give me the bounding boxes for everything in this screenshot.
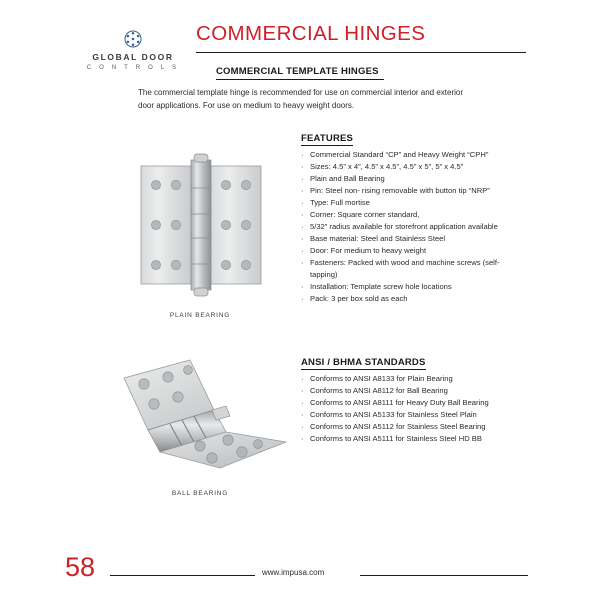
feature-item-label: Commercial Standard “CP” and Heavy Weight “CPH” [310,150,489,159]
feature-item [301,197,515,209]
bullet-dash-icon: · [301,374,304,383]
feature-item-label: Installation: Template screw hole locations [310,282,452,291]
footer-divider-right [360,575,528,576]
feature-item-label: Base material: Steel and Stainless Steel [310,234,446,243]
feature-item [301,257,515,281]
bullet-dash-icon: · [301,222,304,231]
standard-item-label: Conforms to ANSI A5133 for Stainless Steel Plain [310,410,477,419]
feature-item [301,293,515,305]
standards-heading: ANSI / BHMA STANDARDS [301,357,426,368]
page-title: COMMERCIAL HINGES [196,22,426,45]
feature-item [301,209,515,221]
standards-list [301,373,515,445]
title-divider [196,52,526,53]
feature-item-label: Type: Full mortise [310,198,370,207]
feature-item [301,161,515,173]
standard-item-label: Conforms to ANSI A5112 for Stainless Steel Bearing [310,422,486,431]
features-heading: FEATURES [301,133,354,144]
standard-item-label: Conforms to ANSI A8133 for Plain Bearing [310,374,453,383]
feature-item-label: Sizes: 4.5” x 4”, 4.5” x 4.5”, 4.5” x 5”, 5” x 4.5” [310,162,464,171]
standard-item [301,409,515,421]
standard-item-label: Conforms to ANSI A5111 for Stainless Steel HD BB [310,434,482,443]
feature-item [301,221,515,233]
feature-item-label: Corner: Square corner standard, [310,210,420,219]
ball-bearing-hinge-image [108,358,293,483]
bullet-dash-icon: · [301,198,304,207]
standard-item [301,433,515,445]
standard-item [301,373,515,385]
bullet-dash-icon: · [301,422,304,431]
feature-item [301,245,515,257]
feature-item [301,281,515,293]
feature-item [301,149,515,161]
bullet-dash-icon: · [301,282,304,291]
standard-item [301,421,515,433]
standard-item [301,397,515,409]
ball-bearing-caption: BALL BEARING [171,490,229,497]
brand-logo [78,30,188,73]
globe-grid-icon [124,30,142,48]
bullet-dash-icon: · [301,150,304,159]
bullet-dash-icon: · [301,410,304,419]
bullet-dash-icon: · [301,246,304,255]
feature-item-label: Door: For medium to heavy weight [310,246,427,255]
plain-bearing-caption: PLAIN BEARING [169,312,231,319]
feature-item-label: Pin: Steel non- rising removable with button tip “NRP” [310,186,490,195]
bullet-dash-icon: · [301,234,304,243]
bullet-dash-icon: · [301,162,304,171]
features-list [301,149,515,305]
bullet-dash-icon: · [301,434,304,443]
bullet-dash-icon: · [301,174,304,183]
bullet-dash-icon: · [301,386,304,395]
standard-item [301,385,515,397]
feature-item-label: 5/32” radius available for storefront application available [310,222,498,231]
standard-item-label: Conforms to ANSI A8111 for Heavy Duty Ball Bearing [310,398,489,407]
feature-item [301,233,515,245]
intro-paragraph: The commercial template hinge is recommended for use on commercial interior and exterior door applications. For use on medium to heavy weight doors. [138,88,464,110]
page-number: 58 [65,552,96,582]
plain-bearing-hinge-image [137,152,267,300]
section-title-divider [216,79,384,80]
brand-subtitle: C O N T R O L S [86,65,180,71]
feature-item [301,185,515,197]
bullet-dash-icon: · [301,258,304,267]
section-title: COMMERCIAL TEMPLATE HINGES [216,66,379,77]
bullet-dash-icon: · [301,294,304,303]
feature-item [301,173,515,185]
bullet-dash-icon: · [301,398,304,407]
footer-url: www.impusa.com [262,568,325,577]
feature-item-label: Pack: 3 per box sold as each [310,294,408,303]
bullet-dash-icon: · [301,210,304,219]
feature-item-label: Plain and Ball Bearing [310,174,385,183]
feature-item-label: Fasteners: Packed with wood and machine screws (self-tapping) [310,258,500,279]
footer-divider-left [110,575,255,576]
bullet-dash-icon: · [301,186,304,195]
brand-name: GLOBAL DOOR [92,52,174,62]
standard-item-label: Conforms to ANSI A8112 for Ball Bearing [310,386,448,395]
